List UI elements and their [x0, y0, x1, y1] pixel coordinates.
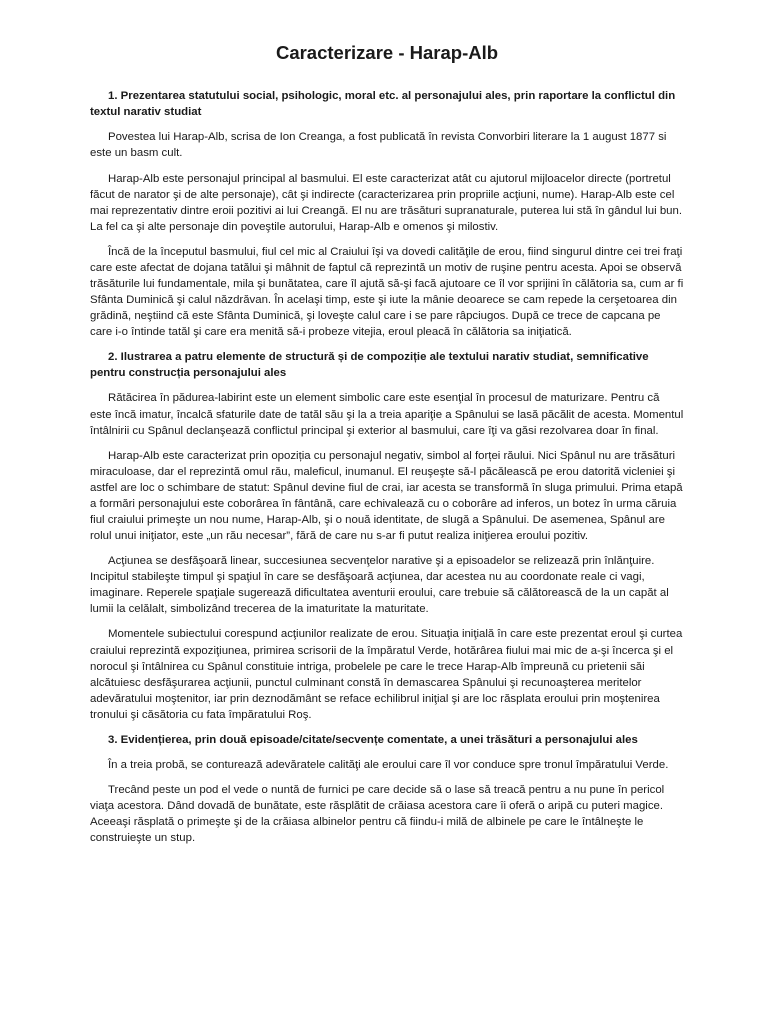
paragraph: În a treia probă, se conturează adevăratele calităţi ale eroului care îl vor conduce spre tronul împăratului Verde. — [108, 759, 669, 771]
paragraph: Trecând peste un pod el vede o nuntă de furnici pe care decide să o lase să treacă pentru a nu pune în pericol viaţa acestora. Dând dovadă de bunătate, este răsplătit de crăiasa acestora care îi oferă o aripă cu puteri magice. Aceeaşi răsplată o primeşte şi de la crăiasa albinelor pentru că fiindu-i milă de albinele pe care le întâlneşte le construieşte un stup. — [90, 784, 665, 845]
document-title: Caracterizare - Harap-Alb — [275, 42, 499, 63]
paragraph: Povestea lui Harap-Alb, scrisa de Ion Creanga, a fost publicată în revista Convorbiri literare la 1 august 1877 si este un basm cult. — [90, 131, 667, 160]
paragraph: Acţiunea se desfăşoară linear, succesiunea secvenţelor narative şi a episoadelor se relizează prin înlănţuire. Incipitul stabileşte timpul şi spaţiul în care se desfăşoară acţiunea, dar acestea nu au coordonate reale ci vagi, imaginare. Reperele spaţiale sugerează dificultatea aventurii eroului, care trebuie să călătorească de la un capăt al lumii la celălalt, simbolizând trecerea de la imaturitate la maturitate. — [90, 555, 669, 616]
paragraph: Harap-Alb este personajul principal al basmului. El este caracterizat atât cu ajutorul mijloacelor directe (portretul făcut de narator şi de alte personaje), cât şi indirecte (caracterizarea prin propriile acţiuni, nume). Harap-Alb este cel mai reprezentativ dintre eroii pozitivi ai lui Creangă. El nu are trăsături supranaturale, puterea lui stă în gândul lui bun. La fel ca şi alte personaje din poveştile autorului, Harap-Alb e omenos şi milostiv. — [90, 172, 683, 233]
paragraph: Încă de la începutul basmului, fiul cel mic al Craiului îşi va dovedi calităţile de erou, fiind singurul dintre cei trei fraţi care este afectat de dojana tatălui şi mâhnit de faptul că reprezintă un motiv de ruşine pentru acesta. Apoi se observă trăsăturile lui fundamentale, mila şi bunătatea, care îl ajută să-şi facă ajutoare ce îl vor sprijini în călătoria sa, cum ar fi Sfânta Duminică şi calul năzdrăvan. În acelaşi timp, este şi iute la mânie deoarece se cam repede la cerşetoarea din grădină, neştiind că este Sfânta Duminică, şi loveşte calul care i se pare râpciugos. După ce trece de capcana pe care i-o întinde tatăl şi care era menită să-i probeze vitejia, eroul pleacă în călătoria sa iniţiatică. — [90, 245, 684, 339]
paragraph: Momentele subiectului corespund acţiunilor realizate de erou. Situaţia iniţială în care este prezentat eroul şi curtea craiului reprezintă expoziţiunea, primirea scrisorii de la împăratul Verde, hotărârea fiului mai mic de a-şi încerca şi el norocul şi întâlnirea cu Spânul constituie intriga, probelele pe care le trece Harap-Alb împreună cu prietenii săi alcătuiesc desfăşurarea acţiunii, punctul culminant constă în demascarea Spânului şi recunoaşterea meritelor adevăratului moştenitor, iar prin deznodământ se reface echilibrul iniţial şi are loc răsplata eroului prin moştenirea tronului şi căsătoria cu fata împăratului Roş. — [90, 628, 683, 721]
paragraph: Rătăcirea în pădurea-labirint este un element simbolic care este esenţial în procesul de maturizare. Pentru că este încă imatur, încalcă sfaturile date de tatăl său şi la a treia apariţie a Spânului se lasă păcălit de acesta. Momentul întâlnirii cu Spânul declanşează conflictul principal şi exterior al basmului, care îţi va găsi rezolvarea doar în final. — [90, 392, 684, 437]
section-heading-2: 2. Ilustrarea a patru elemente de structură și de compoziție ale textului narativ studiat, semnificative pentru construcția personajului ales — [90, 351, 649, 380]
paragraph: Harap-Alb este caracterizat prin opoziția cu personajul negativ, simbol al forței răului. Nici Spânul nu are trăsături miraculoase, dar el reprezintă omul rău, maleficul, inumanul. El reuşeşte să-l păcălească pe erou datorită vicleniei şi astfel are loc o schimbare de statut: Spânul devine fiul de crai, iar acesta se transformă în sluga primului. Prima etapă a formări personajului este coborârea în fântână, care echivalează cu o coborâre ad inferos, un botez în urma căruia fiul craiului primeşte un nou nume, Harap-Alb, şi o nouă identitate, de slugă a Spânului. De asemenea, Spânul are rolul unui iniţiator, este „un rău necesar”, fără de care nu s-ar fi putut realiza iniţierea eroului pozitiv. — [90, 449, 683, 543]
section-heading-3: 3. Evidențierea, prin două episoade/citate/secvențe comentate, a unei trăsături a personajului ales — [108, 733, 638, 746]
section-heading-1: 1. Prezentarea statutului social, psihologic, moral etc. al personajului ales, prin raportare la conflictul din textul narativ studiat — [90, 90, 676, 119]
